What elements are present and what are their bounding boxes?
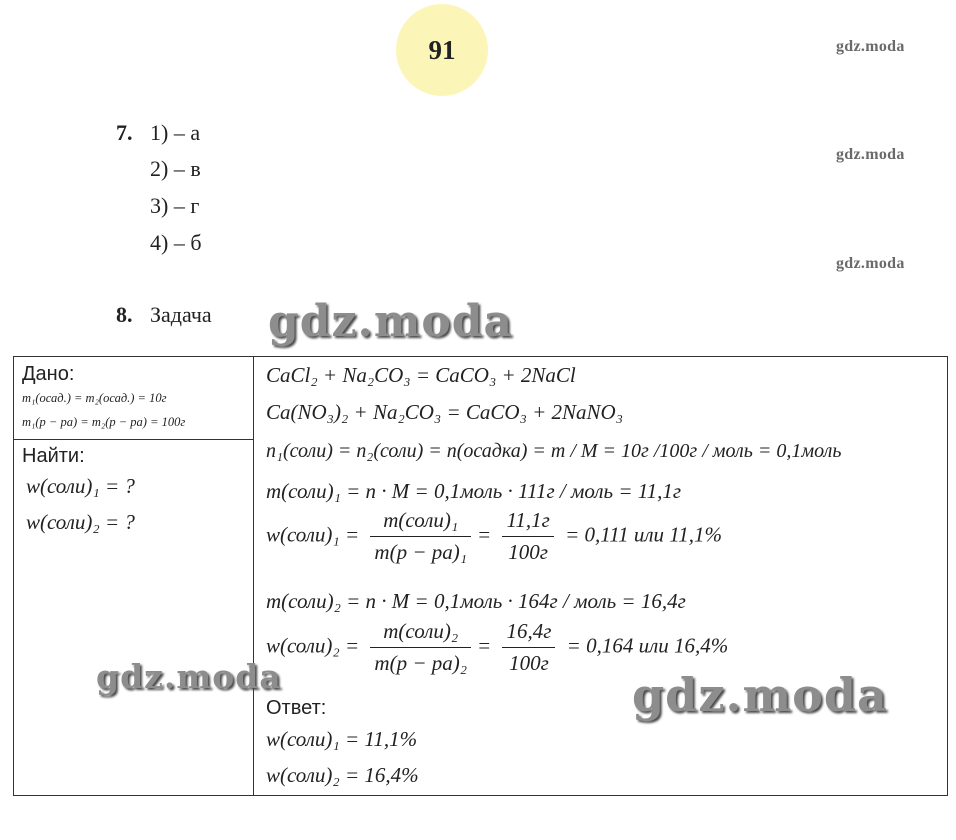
- mass-fraction-1: w(соли)₁ = $\frac{\text{m(соли)₁}}{\text{m(p − pa)₁}}$ = $\frac{11,1г}{100г}$ = 0,111 или 11,1%: [266, 508, 722, 564]
- denominator: 100г: [509, 651, 549, 675]
- watermark-small: gdz.moda: [836, 255, 905, 272]
- watermark-large: gdz.moda: [632, 668, 888, 722]
- fraction: [502, 619, 555, 676]
- mass-fraction-2-result: = 0,164 или 16,4%: [566, 633, 729, 658]
- find-line: w(соли)₂ = ?: [26, 510, 135, 534]
- task7-item: 1) – а: [150, 120, 201, 145]
- answer-line: w(соли)₁ = 11,1%: [266, 727, 418, 751]
- reaction-equation-2: Ca(NO₃)₂ + Na₂CO₃ = CaCO₃ + 2NaNO₃: [266, 400, 624, 424]
- denominator: 100г: [508, 540, 548, 564]
- mass-fraction-2-lhs: w(соли)₂ =: [266, 633, 360, 658]
- numerator: m(соли)₁: [370, 508, 471, 537]
- numerator: m(соли)₂: [370, 619, 471, 648]
- answer-line: w(соли)₂ = 16,4%: [266, 763, 419, 787]
- watermark-large: gdz.moda: [96, 657, 282, 696]
- fraction: [502, 508, 553, 565]
- task7-number: 7.: [116, 120, 133, 145]
- page-number-badge: [396, 4, 488, 96]
- task8-title: Задача: [150, 302, 212, 327]
- page-number: 91: [428, 34, 456, 65]
- denominator: m(p − pa)₁: [374, 540, 468, 564]
- watermark-large: gdz.moda: [268, 296, 514, 347]
- numerator: 16,4г: [502, 619, 555, 648]
- watermark-small: gdz.moda: [836, 38, 905, 55]
- find-line: w(соли)₁ = ?: [26, 474, 135, 498]
- task7-item: 2) – в: [150, 156, 201, 181]
- mass-fraction-1-result: = 0,111 или 11,1%: [565, 522, 722, 547]
- denominator: m(p − pa)₂: [374, 651, 468, 675]
- given-label: Дано:: [22, 363, 75, 385]
- task8-number: 8.: [116, 302, 133, 327]
- moles-calculation: n₁(соли) = n₂(соли) = n(осадка) = m / M = 10г /100г / моль = 0,1моль: [266, 440, 842, 462]
- task7-item: 3) – г: [150, 193, 200, 218]
- mass-salt-2: m(соли)₂ = n · M = 0,1моль · 164г / моль = 16,4г: [266, 589, 686, 613]
- reaction-equation-1: CaCl₂ + Na₂CO₃ = CaCO₃ + 2NaCl: [266, 363, 576, 387]
- given-line: m₁(p − pa) = m₂(p − pa) = 100г: [22, 415, 186, 429]
- task7-item: 4) – б: [150, 230, 202, 255]
- given-line: m₁(осад.) = m₂(осад.) = 10г: [22, 391, 167, 405]
- watermark-small: gdz.moda: [836, 146, 905, 163]
- find-label: Найти:: [22, 445, 85, 467]
- fraction: [370, 619, 471, 676]
- mass-fraction-2: w(соли)₂ = $\frac{\text{m(соли)₂}}{\text{m(p − pa)₂}}$ = $\frac{16,4г}{100г}$ = 0,164 или 16,4%: [266, 619, 729, 675]
- solution-table: [13, 356, 948, 796]
- numerator: 11,1г: [502, 508, 553, 537]
- table-divider-vertical: [253, 357, 254, 795]
- answer-label: Ответ:: [266, 697, 327, 719]
- table-divider-horizontal: [14, 439, 253, 440]
- mass-salt-1: m(соли)₁ = n · M = 0,1моль · 111г / моль = 11,1г: [266, 479, 682, 503]
- fraction: [370, 508, 471, 565]
- mass-fraction-1-lhs: w(соли)₁ =: [266, 522, 360, 547]
